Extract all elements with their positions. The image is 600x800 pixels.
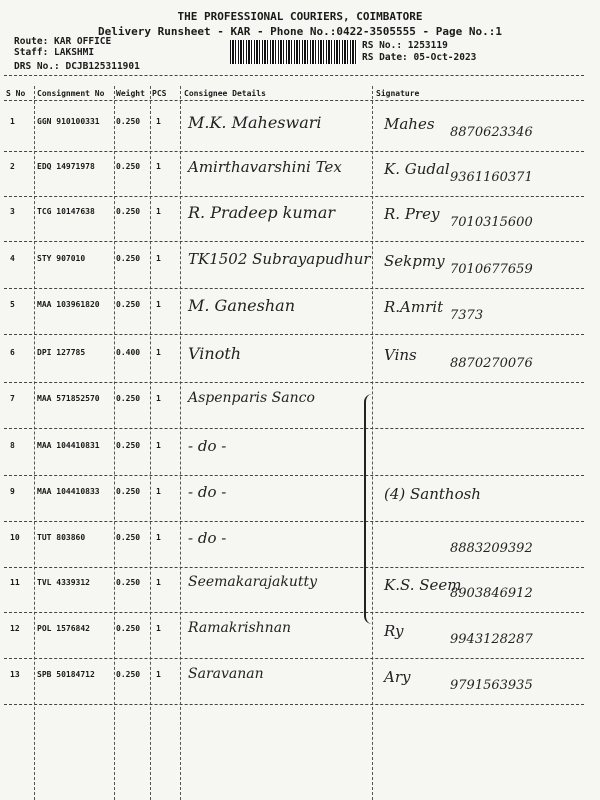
row-sno: 12 (10, 624, 20, 633)
row-divider (4, 382, 584, 383)
row-sno: 10 (10, 533, 20, 542)
row-pcs: 1 (156, 117, 161, 126)
row-signature: K. Gudal (384, 160, 450, 178)
row-consignment-no: MAA 571852570 (37, 394, 100, 403)
row-phone: 7373 (450, 308, 484, 323)
row-pcs: 1 (156, 624, 161, 633)
row-sno: 5 (10, 300, 15, 309)
row-pcs: 1 (156, 300, 161, 309)
row-signature: (4) Santhosh (384, 485, 481, 503)
row-phone: 8870623346 (450, 125, 533, 140)
row-phone: 9361160371 (450, 170, 533, 185)
row-sno: 11 (10, 578, 20, 587)
col-divider (150, 86, 151, 800)
row-weight: 0.250 (116, 162, 141, 171)
row-consignment-no: STY 907010 (37, 254, 86, 263)
row-consignment-no: TUT 803860 (37, 533, 86, 542)
row-consignment-no: GGN 910100331 (37, 117, 100, 126)
row-signature: Vins (384, 346, 417, 364)
col-divider (34, 86, 35, 800)
row-divider (4, 241, 584, 242)
row-signature: Ry (384, 622, 404, 640)
row-consignee: Ramakrishnan (188, 620, 292, 636)
runsheet-title: Delivery Runsheet - KAR - Phone No.:0422-3505555 - Page No.:1 (98, 25, 502, 38)
row-divider (4, 658, 584, 659)
row-weight: 0.250 (116, 533, 141, 542)
row-signature: K.S. Seem (384, 576, 462, 594)
row-consignee: - do - (188, 529, 227, 547)
row-divider (4, 567, 584, 568)
row-consignment-no: DPI 127785 (37, 348, 86, 357)
row-consignee: Saravanan (188, 666, 264, 682)
row-phone: 9791563935 (450, 678, 533, 693)
row-weight: 0.400 (116, 348, 141, 357)
row-consignee: - do - (188, 483, 227, 501)
col-header-consignee: Consignee Details (184, 89, 266, 98)
row-divider (4, 334, 584, 335)
row-signature: Mahes (384, 115, 435, 133)
row-consignment-no: MAA 104410831 (37, 441, 100, 450)
row-sno: 7 (10, 394, 15, 403)
row-consignment-no: MAA 104410833 (37, 487, 100, 496)
row-pcs: 1 (156, 670, 161, 679)
col-divider (114, 86, 115, 800)
row-consignment-no: EDQ 14971978 (37, 162, 95, 171)
group-bracket (364, 394, 380, 624)
col-header-sno: S No (6, 89, 26, 98)
col-header-pcs: PCS (152, 89, 167, 98)
row-sno: 9 (10, 487, 15, 496)
row-sno: 2 (10, 162, 15, 171)
row-divider (4, 521, 584, 522)
row-consignee: - do - (188, 437, 227, 455)
row-sno: 3 (10, 207, 15, 216)
row-phone: 7010315600 (450, 215, 533, 230)
row-pcs: 1 (156, 578, 161, 587)
col-divider (180, 86, 181, 800)
staff-label: Staff: LAKSHMI (14, 47, 95, 58)
row-divider (4, 288, 584, 289)
row-consignee: Amirthavarshini Tex (188, 158, 342, 176)
row-weight: 0.250 (116, 300, 141, 309)
row-phone: 9943128287 (450, 632, 533, 647)
row-consignment-no: POL 1576842 (37, 624, 90, 633)
row-weight: 0.250 (116, 578, 141, 587)
row-sno: 6 (10, 348, 15, 357)
row-phone: 8870270076 (450, 356, 533, 371)
row-consignment-no: TCG 10147638 (37, 207, 95, 216)
row-pcs: 1 (156, 162, 161, 171)
rs-date: RS Date: 05-Oct-2023 (362, 52, 477, 63)
row-sno: 4 (10, 254, 15, 263)
row-weight: 0.250 (116, 207, 141, 216)
row-divider (4, 475, 584, 476)
row-signature: Ary (384, 668, 411, 686)
column-header-divider (4, 100, 584, 101)
row-consignment-no: SPB 50184712 (37, 670, 95, 679)
row-pcs: 1 (156, 394, 161, 403)
row-consignee: Seemakarajakutty (188, 574, 318, 590)
row-divider (4, 704, 584, 705)
row-signature: R.Amrit (384, 298, 444, 316)
col-header-weight: Weight (116, 89, 145, 98)
row-divider (4, 151, 584, 152)
row-pcs: 1 (156, 487, 161, 496)
row-divider (4, 612, 584, 613)
row-signature: Sekpmy (384, 252, 445, 270)
col-header-signature: Signature (376, 89, 420, 98)
row-divider (4, 428, 584, 429)
row-consignee: R. Pradeep kumar (188, 203, 336, 222)
row-consignee: Vinoth (188, 344, 242, 363)
row-weight: 0.250 (116, 624, 141, 633)
company-title: THE PROFESSIONAL COURIERS, COIMBATORE (177, 10, 423, 23)
row-weight: 0.250 (116, 487, 141, 496)
drs-number: DRS No.: DCJB125311901 (14, 61, 140, 72)
route-label: Route: KAR OFFICE (14, 36, 112, 47)
row-consignee: Aspenparis Sanco (188, 390, 315, 406)
row-consignee: TK1502 Subrayapudhur (188, 250, 371, 268)
row-weight: 0.250 (116, 117, 141, 126)
col-header-consignment: Consignment No (37, 89, 105, 98)
row-weight: 0.250 (116, 394, 141, 403)
row-consignment-no: TVL 4339312 (37, 578, 90, 587)
row-pcs: 1 (156, 533, 161, 542)
row-consignment-no: MAA 103961820 (37, 300, 100, 309)
row-phone: 8903846912 (450, 586, 533, 601)
row-weight: 0.250 (116, 441, 141, 450)
row-sno: 8 (10, 441, 15, 450)
row-pcs: 1 (156, 254, 161, 263)
row-pcs: 1 (156, 207, 161, 216)
row-phone: 7010677659 (450, 262, 533, 277)
row-divider (4, 196, 584, 197)
row-consignee: M. Ganeshan (188, 296, 296, 315)
row-pcs: 1 (156, 348, 161, 357)
header-divider (4, 75, 584, 76)
row-phone: 8883209392 (450, 541, 533, 556)
row-sno: 13 (10, 670, 20, 679)
barcode (230, 40, 358, 64)
row-sno: 1 (10, 117, 15, 126)
row-weight: 0.250 (116, 670, 141, 679)
row-signature: R. Prey (384, 205, 440, 223)
row-weight: 0.250 (116, 254, 141, 263)
rs-number: RS No.: 1253119 (362, 40, 448, 51)
row-consignee: M.K. Maheswari (188, 113, 322, 132)
row-pcs: 1 (156, 441, 161, 450)
